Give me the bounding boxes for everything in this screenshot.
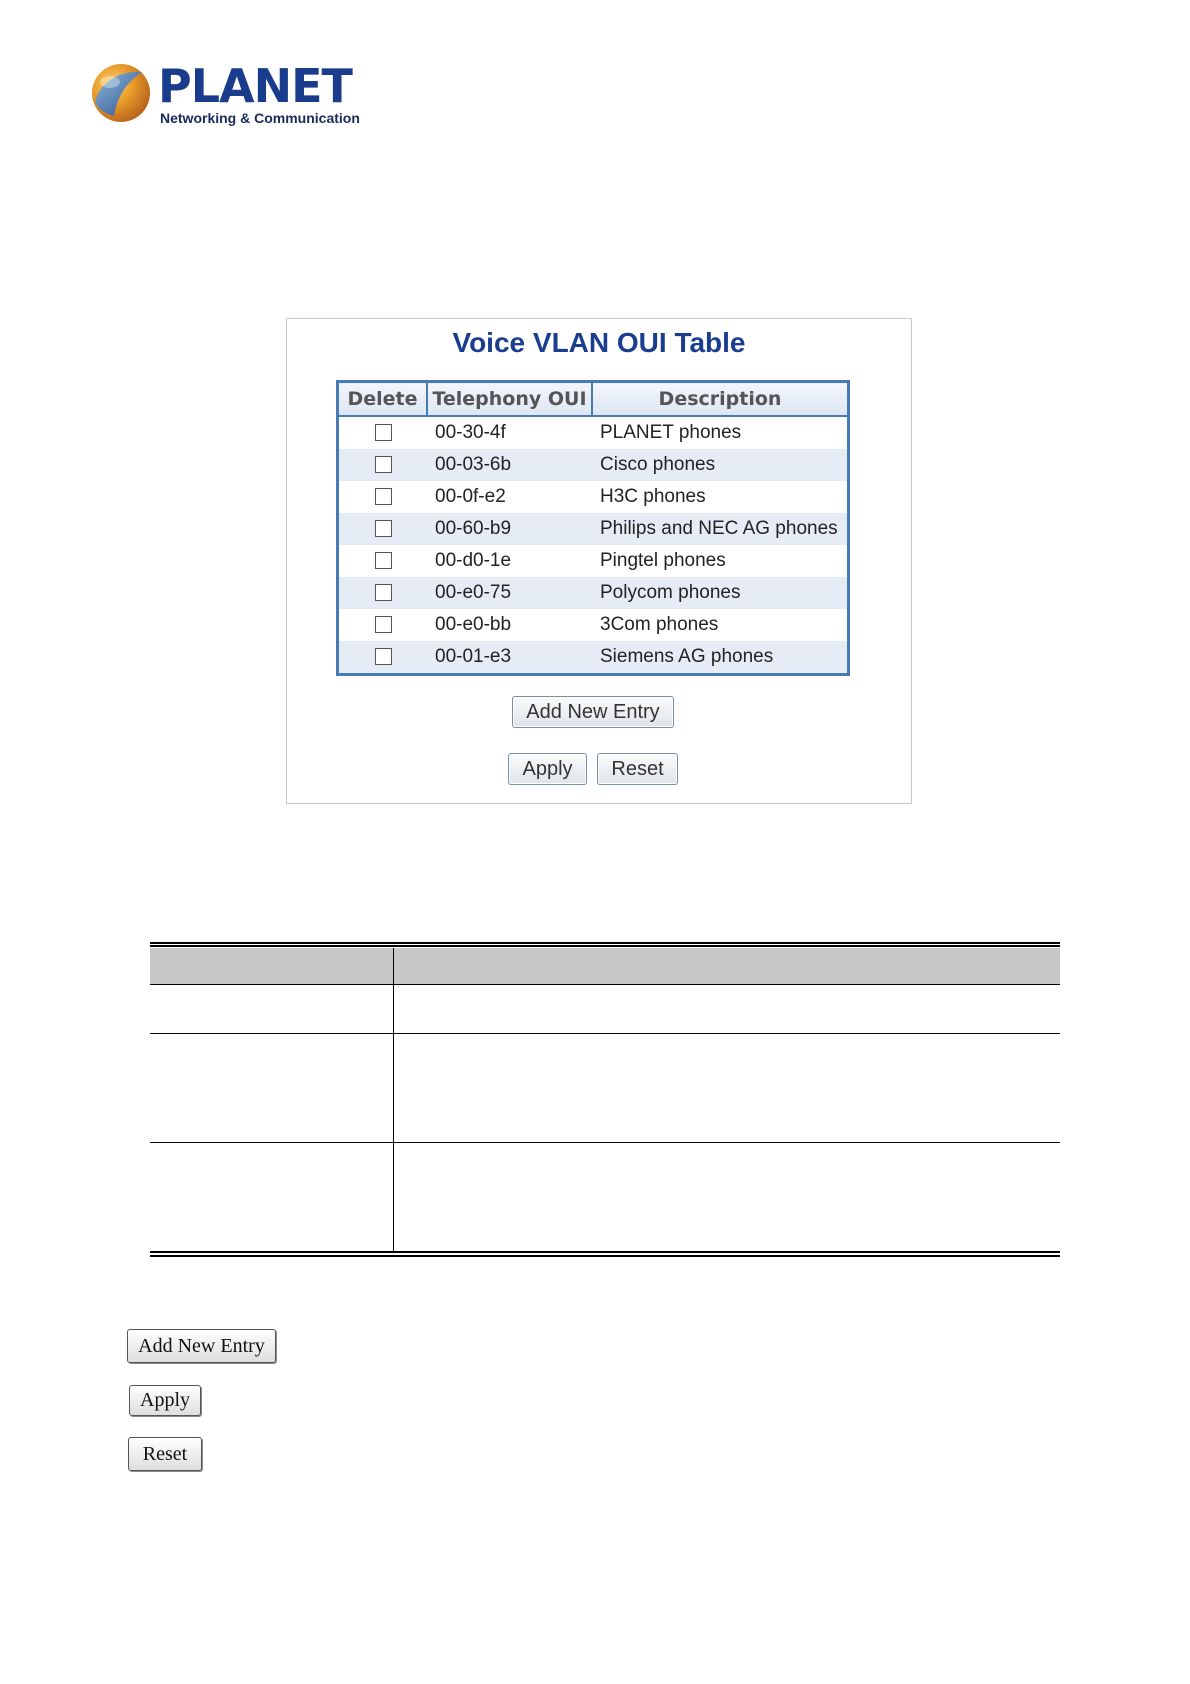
table-top-rule [150, 942, 1060, 947]
delete-checkbox[interactable] [375, 520, 392, 537]
table-row [338, 416, 849, 449]
table-row [338, 545, 849, 577]
oui-cell: 00-60-b9 [427, 513, 592, 545]
description-table [150, 942, 1060, 1258]
page-title: Voice VLAN OUI Table [452, 327, 746, 358]
column-header-telephony-oui: Telephony OUI [427, 382, 592, 417]
description-cell: Cisco phones [592, 449, 849, 481]
oui-cell: 00-e0-75 [427, 577, 592, 609]
table-row [338, 609, 849, 641]
oui-cell: 00-d0-1e [435, 550, 512, 571]
oui-cell: 00-03-6b [427, 449, 592, 481]
column-header-delete: Delete [338, 382, 428, 417]
table-row [338, 641, 849, 675]
legend-apply-button[interactable]: Apply [129, 1385, 201, 1416]
description-cell: Siemens AG phones [592, 641, 849, 675]
planet-logo [90, 59, 360, 130]
logo-wordmark: PLANET [158, 59, 352, 113]
logo-tagline: Networking & Communication [160, 110, 360, 126]
oui-cell: 00-0f-e2 [435, 486, 506, 507]
table-row [338, 481, 849, 513]
description-cell: H3C phones [600, 486, 706, 507]
table-bottom-rule [150, 1251, 1060, 1257]
delete-checkbox[interactable] [375, 648, 392, 665]
legend-add-new-entry-button[interactable]: Add New Entry [127, 1329, 276, 1363]
column-divider [393, 948, 394, 1253]
description-cell: Pingtel phones [600, 550, 726, 571]
add-new-entry-button[interactable]: Add New Entry [512, 696, 674, 728]
delete-checkbox[interactable] [375, 456, 392, 473]
delete-checkbox[interactable] [375, 552, 392, 569]
globe-logo-icon [90, 62, 152, 124]
row-divider [150, 1033, 1060, 1034]
delete-checkbox[interactable] [375, 616, 392, 633]
apply-button[interactable]: Apply [508, 753, 587, 785]
delete-checkbox[interactable] [375, 488, 392, 505]
table-row [338, 513, 849, 545]
oui-cell: 00-e0-bb [435, 614, 512, 635]
column-header-description: Description [592, 382, 849, 417]
legend-reset-button[interactable]: Reset [128, 1437, 202, 1471]
voice-vlan-oui-panel [286, 318, 912, 804]
table-row [338, 577, 849, 609]
delete-checkbox[interactable] [375, 584, 392, 601]
oui-cell: 00-30-4f [435, 422, 506, 443]
description-cell: Polycom phones [592, 577, 849, 609]
table-header-row [338, 382, 849, 417]
row-divider [150, 1142, 1060, 1143]
description-cell: 3Com phones [600, 614, 719, 635]
description-cell: PLANET phones [600, 422, 742, 443]
delete-checkbox[interactable] [375, 424, 392, 441]
table-header-row [150, 948, 1060, 984]
row-divider [150, 984, 1060, 985]
description-cell: Philips and NEC AG phones [592, 513, 849, 545]
reset-button[interactable]: Reset [597, 753, 678, 785]
table-row [338, 449, 849, 481]
oui-table [336, 380, 850, 676]
oui-cell: 00-01-e3 [427, 641, 592, 675]
